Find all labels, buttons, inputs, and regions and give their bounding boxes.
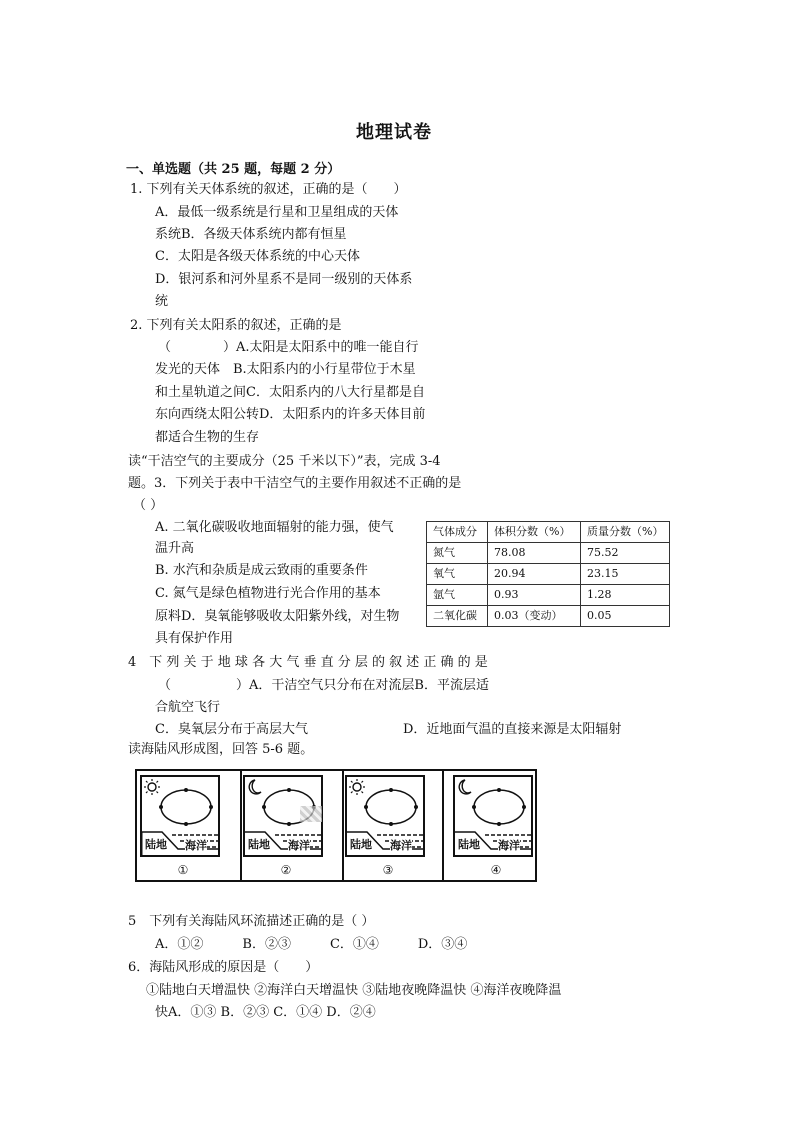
figure-divider [240,771,242,880]
figure-divider [342,771,344,880]
question-6-line: ①陆地白天增温快 ②海洋白天增温快 ③陆地夜晚降温快 ④海洋夜晚降温 [146,983,562,998]
table-cell: 0.93 [488,585,581,606]
question-4-line: 合航空飞行 [155,700,221,715]
table-row [427,585,670,606]
question-1-line: C．太阳是各级天体系统的中心天体 [155,249,360,264]
table-header: 体积分数（%） [488,522,581,543]
question-3-option-a: A. 二氧化碳吸收地面辐射的能力强，使气 [155,520,394,535]
question-1-line: A．最低一级系统是行星和卫星组成的天体 [155,205,399,220]
question-4-stem: 4 下 列 关 于 地 球 各 大 气 垂 直 分 层 的 叙 述 正 确 的 是 [128,655,488,670]
table-cell: 23.15 [581,564,670,585]
question-3-option-d-cont: 具有保护作用 [155,631,234,646]
question-3-option-b: B. 水汽和杂质是成云致雨的重要条件 [155,563,368,578]
table-cell: 0.05 [581,606,670,627]
question-1-line: 系统B．各级天体系统内都有恒星 [155,227,347,242]
panel-label: ② [280,863,292,877]
page-title: 地理试卷 [356,122,432,143]
table-header: 质量分数（%） [581,522,670,543]
table-cell: 氮气 [427,543,488,564]
land-label: 陆地 [248,838,270,851]
table-cell: 二氧化碳 [427,606,488,627]
question-6-stem: 6．海陆风形成的原因是（ ） [128,960,319,975]
question-5-stem: 5 下列有关海陆风环流描述正确的是（ ） [128,914,375,929]
question-4-option-d: D．近地面气温的直接来源是太阳辐射 [403,722,622,737]
panel-label: ① [177,863,189,877]
question-2-line: 东向西绕太阳公转D．太阳系内的许多天体目前 [155,407,426,422]
land-label: 陆地 [350,838,372,851]
table-row [427,543,670,564]
reading-instruction: 读海陆风形成图，回答 5-6 题。 [128,742,314,757]
question-3-option-d: 原料D．臭氧能够吸收太阳紫外线，对生物 [155,609,400,624]
table-row [427,606,670,627]
air-composition-table [426,521,670,627]
question-3-blank: （ ） [133,498,164,513]
sea-label: 海洋 [498,837,520,855]
table-cell: 氩气 [427,585,488,606]
table-cell: 75.52 [581,543,670,564]
table-cell: 78.08 [488,543,581,564]
sea-label: 海洋 [390,837,412,855]
table-cell: 0.03（变动） [488,606,581,627]
table-header: 气体成分 [427,522,488,543]
table-cell: 20.94 [488,564,581,585]
question-3-stem: 题。3．下列关于表中干洁空气的主要作用叙述不正确的是 [128,476,462,491]
panel-label: ④ [490,863,502,877]
reading-instruction: 读“干洁空气的主要成分（25 千米以下）”表，完成 3-4 [128,454,441,469]
question-2-line: 都适合生物的生存 [155,430,260,445]
question-4-option-c: C．臭氧层分布于高层大气 [155,722,308,737]
question-2-stem: 2. 下列有关太阳系的叙述，正确的是 [130,318,342,333]
question-2-line: （ ）A.太阳是太阳系中的唯一能自行 [158,340,419,355]
question-2-line: 发光的天体 B.太阳系内的小行星带位于木星 [155,362,416,377]
table-cell: 1.28 [581,585,670,606]
land-label: 陆地 [458,838,480,851]
question-3-option-c: C. 氮气是绿色植物进行光合作用的基本 [155,586,381,601]
question-4-line: （ ）A．干洁空气只分布在对流层B．平流层适 [158,678,489,693]
section-heading: 一、单选题（共 25 题，每题 2 分） [126,162,341,177]
sea-label: 海洋 [288,837,310,855]
question-6-options: 快A．①③ B．②③ C．①④ D．②④ [155,1005,376,1020]
sea-label: 海洋 [185,837,207,855]
figure-divider [442,771,444,880]
question-1-line: D．银河系和河外星系不是同一级别的天体系 [155,272,413,287]
table-row [427,564,670,585]
land-label: 陆地 [145,838,167,851]
sea-land-breeze-figure [135,769,537,882]
table-header-row [427,522,670,543]
question-5-options: A．①② B．②③ C．①④ D．③④ [155,937,468,952]
question-1-stem: 1. 下列有关天体系统的叙述，正确的是（ ） [130,182,407,197]
question-1-line: 统 [155,294,169,309]
blurred-mark [300,806,322,822]
question-2-line: 和土星轨道之间C．太阳系内的八大行星都是自 [155,385,425,400]
panel-label: ③ [382,863,394,877]
question-3-option-a-cont: 温升高 [155,541,195,556]
table-cell: 氧气 [427,564,488,585]
